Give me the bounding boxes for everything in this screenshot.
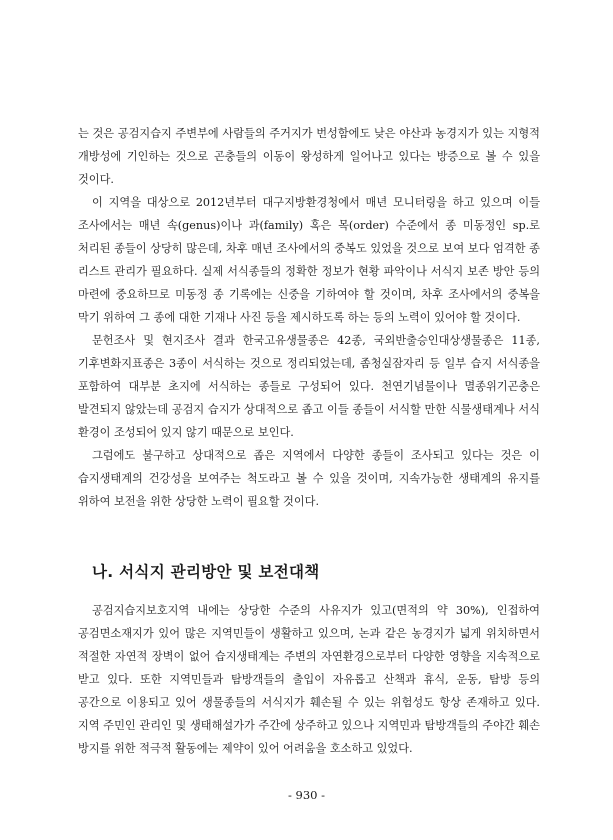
body-text-upper xyxy=(78,122,540,513)
paragraph-conclusion: 그럼에도 불구하고 상대적으로 좁은 지역에서 다양한 종들이 조사되고 있다는 것은 이 습지생태계의 건강성을 보여주는 척도라고 볼 수 있을 것이며, 지속가능한 생태계의 유지를 위하여 보전을 위한 상당한 노력이 필요할 것이다. xyxy=(78,449,540,508)
paragraph-continuation: 는 것은 공검지습지 주변부에 사람들의 주거지가 번성함에도 낮은 야산과 농경지가 있는 지형적 개방성에 기인하는 것으로 곤충들의 이동이 왕성하게 일어나고 있다는 방증으로 볼 수 있을 것이다. xyxy=(78,127,540,186)
paragraph-survey-results: 문헌조사 및 현지조사 결과 한국고유생물종은 42종, 국외반출승인대상생물종은 11종, 기후변화지표종은 3종이 서식하는 것으로 정리되었는데, 좀청실잠자리 등 일부 습지 서식종을 포함하여 대부분 초지에 서식하는 종들로 구성되어 있다. 천연기념물이나 멸종위기곤충은 발견되지 않았는데 공검지 습지가 상대적으로 좁고 이들 종들이 서식할 만한 식물생태계나 서식 환경이 조성되어 있지 않기 때문으로 보인다. xyxy=(78,334,540,439)
section-heading: 나. 서식지 관리방안 및 보전대책 xyxy=(92,563,320,581)
body-text-lower xyxy=(78,599,540,760)
page-number: - 930 - xyxy=(287,788,326,802)
paragraph-habitat-management: 공검지습지보호지역 내에는 상당한 수준의 사유지가 있고(면적의 약 30%), 인접하여 공검면소재지가 있어 많은 지역민들이 생활하고 있으며, 논과 같은 농경지가 넓게 위치하면서 적절한 자연적 장벽이 없어 습지생태계는 주변의 자연환경으로부터 다양한 영향을 지속적으로 받고 있다. 또한 지역민들과 탐방객들의 출입이 자유롭고 산책과 휴식, 운동, 탐방 등의 공간으로 이용되고 있어 생물종들의 서식지가 훼손될 수 있는 위험성도 항상 존재하고 있다. 지역 주민인 관리인 및 생태해설가가 주간에 상주하고 있으나 지역민과 탐방객들의 주야간 훼손 방지를 위한 적극적 활동에는 제약이 있어 어려움을 호소하고 있었다. xyxy=(78,604,540,755)
paragraph-monitoring: 이 지역을 대상으로 2012년부터 대구지방환경청에서 매년 모니터링을 하고 있으며 이들 조사에서는 매년 속(genus)이나 과(family) 혹은 목(order) 수준에서 종 미동정인 sp.로 처리된 종들이 상당히 많은데, 차후 매년 조사에서의 중복도 있었을 것으로 보여 보다 엄격한 종 리스트 관리가 필요하다. 실제 서식종들의 정확한 정보가 현황 파악이나 서식지 보존 방안 등의 마련에 중요하므로 미동정 종 기록에는 신중을 기하여야 할 것이며, 차후 조사에서의 중복을 막기 위하여 그 종에 대한 기재나 사진 등을 제시하도록 하는 등의 노력이 있어야 할 것이다. xyxy=(78,196,540,324)
